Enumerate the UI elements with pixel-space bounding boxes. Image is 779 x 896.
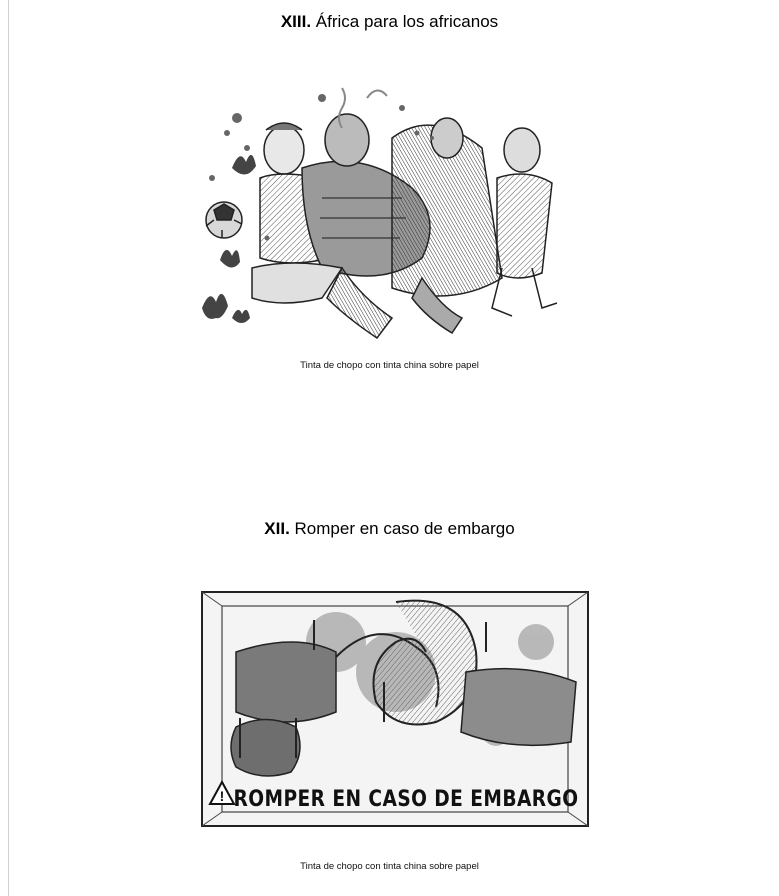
artwork-title: [0, 519, 779, 539]
page-left-border: [8, 0, 9, 896]
artwork-title: [0, 12, 779, 32]
artwork-numeral: XII.: [264, 519, 290, 538]
artwork-image-africa: [192, 78, 587, 344]
artwork-title-text: Romper en caso de embargo: [294, 519, 515, 538]
artwork-numeral: XIII.: [280, 12, 312, 31]
artwork-caption: Tinta de chopo con tinta china sobre papel: [300, 360, 479, 371]
artwork-xiii: [0, 12, 779, 32]
artwork-xii: [0, 519, 779, 539]
svg-text:!: !: [219, 788, 225, 804]
sign-text: ROMPER EN CASO DE EMBARGO: [233, 787, 579, 812]
artwork-image-embargo: [196, 582, 595, 834]
artwork-caption: Tinta de chopo con tinta china sobre papel: [300, 861, 479, 872]
artwork-title-text: África para los africanos: [315, 12, 499, 31]
